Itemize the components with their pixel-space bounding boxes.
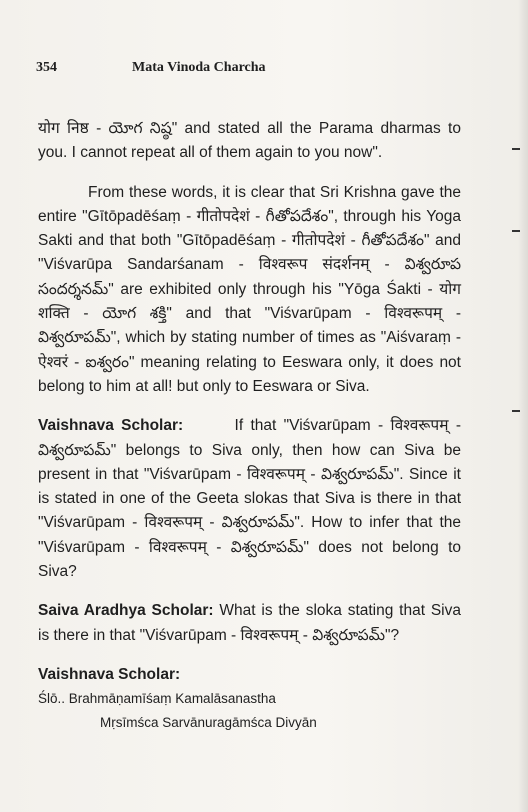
dialogue-text: What is the sloka stating that Siva is there in that "Viśvarūpam - विश्वरूपम् - విశ్వరూపమ్"? (38, 602, 461, 644)
speaker-name: Vaishnava Scholar: (38, 665, 181, 683)
page-edge-shadow (518, 0, 528, 812)
edge-mark (512, 148, 520, 150)
running-head: Mata Vinoda Charcha (132, 60, 266, 75)
paragraph-text: योग निष्ठ - యోగ నిష్ఠ" and stated all the Parama dharmas to you. I cannot repeat all of them again to you now". (38, 120, 461, 162)
dialogue-paragraph (38, 599, 461, 648)
speaker-name: Vaishnava Scholar: (38, 417, 184, 435)
dialogue-paragraph (38, 663, 461, 687)
paragraph-text: From these words, it is clear that Sri Krishna gave the entire "Gītōpadēśaṃ - गीतोपदेशं - గీతోపదేశం", through his Yoga Sakti and that both "Gītōpadēśaṃ - गीतोपदेशं - గీతోపదేశం" and "Viśvarūpa Sandarśanam - विश्वरूप संदर्शनम् - విశ్వరూప సందర్శనమ్" are exhibited only through his "Yōga Śakti - योग शक्ति - యోగ శక్తి" and that "Viśvarūpam - विश्वरूपम् - విశ్వరూపమ్", which by stating number of times as "Aiśvaraṃ - ऐश्वरं - ఐశ్వరం" meaning relating to Eeswara only, it does not belong to him at all! but only to Eeswara or Siva. (38, 183, 461, 395)
page-number: 354 (36, 60, 57, 75)
edge-mark (512, 410, 520, 412)
sloka-verse (38, 687, 461, 735)
speaker-name: Saiva Aradhya Scholar: (38, 602, 214, 620)
verse-line: Ślō.. Brahmāṇamīśaṃ Kamalāsanastha (38, 691, 276, 707)
dialogue-text: If that "Viśvarūpam - विश्वरूपम् - విశ్వరూపమ్" belongs to Siva only, then how can Siva be present in that "Viśvarūpam - विश्वरूपम् - విశ్వరూపమ్". Since it is stated in one of the Geeta slokas that Siva is there in that "Viśvarūpam - विश्वरूपम् - విశ్వరూపమ్". How to infer that the "Viśvarūpam - विश्वरूपम् - విశ్వరూపమ్" does not belong to Siva? (38, 417, 462, 581)
verse-line: Mṛsīmśca Sarvānuragāmśca Divyān (100, 715, 317, 731)
paragraph-continuation (38, 117, 461, 166)
paragraph-main (38, 181, 461, 400)
page-body (38, 117, 461, 735)
edge-mark (512, 230, 520, 232)
dialogue-paragraph (38, 414, 461, 584)
